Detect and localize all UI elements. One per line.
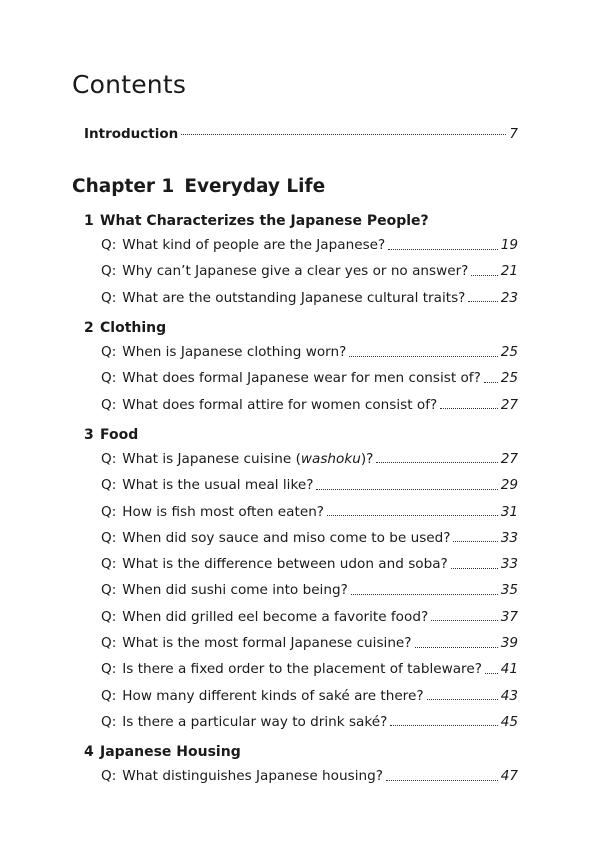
toc-sections: [84, 210, 518, 789]
question-text: What is Japanese cuisine (washoku)?: [122, 450, 374, 467]
dot-leader: [388, 249, 497, 250]
section-heading[interactable]: [84, 424, 518, 446]
question-page-number: 19: [500, 237, 518, 254]
toc-section: [84, 210, 518, 311]
question-text: How is fish most often eaten?: [122, 503, 325, 520]
question-prefix: Q:: [101, 713, 117, 730]
question-prefix: Q:: [101, 477, 117, 494]
question-text: Is there a particular way to drink saké?: [122, 713, 388, 730]
question-prefix: Q:: [101, 529, 117, 546]
toc-section: [84, 424, 518, 735]
toc-entry-question[interactable]: [84, 525, 518, 551]
toc-entry-question[interactable]: [84, 472, 518, 498]
question-prefix: Q:: [101, 635, 117, 651]
dot-leader: [415, 647, 498, 648]
question-prefix: Q:: [101, 687, 117, 704]
question-prefix: Q:: [101, 237, 117, 254]
dot-leader: [349, 356, 497, 357]
chapter-title: Everyday Life: [184, 176, 326, 197]
question-text: When did soy sauce and miso come to be used?: [122, 529, 451, 546]
question-page-number: 25: [500, 344, 518, 361]
dot-leader: [468, 301, 497, 302]
dot-leader: [386, 780, 498, 781]
question-text: What are the outstanding Japanese cultural traits?: [122, 289, 466, 306]
toc-entry-question[interactable]: [84, 577, 518, 603]
question-prefix: Q:: [101, 289, 117, 306]
question-page-number: 41: [500, 661, 518, 678]
toc-entry-question[interactable]: [84, 232, 518, 258]
dot-leader: [376, 462, 497, 463]
toc-entry-question[interactable]: [84, 630, 518, 656]
section-title: What Characterizes the Japanese People?: [100, 213, 429, 229]
question-text: When did grilled eel become a favorite food?: [122, 608, 429, 625]
question-prefix: Q:: [101, 450, 117, 467]
dot-leader: [316, 489, 497, 490]
question-page-number: 27: [500, 450, 518, 467]
question-text: What is the most formal Japanese cuisine?: [122, 635, 412, 651]
question-page-number: 23: [500, 289, 518, 306]
question-page-number: 29: [500, 477, 518, 494]
toc-entry-question[interactable]: [84, 551, 518, 577]
toc-section: [84, 741, 518, 789]
question-page-number: 45: [500, 713, 518, 730]
toc-entry-question[interactable]: [84, 446, 518, 472]
question-text: When is Japanese clothing worn?: [122, 344, 347, 361]
dot-leader: [327, 515, 498, 516]
toc-entry-question[interactable]: [84, 604, 518, 630]
dot-leader: [484, 382, 498, 383]
question-text: When did sushi come into being?: [122, 582, 348, 599]
question-page-number: 39: [500, 635, 518, 651]
toc-entry-question[interactable]: [84, 763, 518, 789]
question-page-number: 37: [500, 608, 518, 625]
toc-entry-question[interactable]: [84, 709, 518, 735]
dot-leader: [431, 620, 498, 621]
page-title: Contents: [72, 70, 187, 99]
question-text: What does formal Japanese wear for men consist of?: [122, 370, 481, 387]
section-heading[interactable]: [84, 741, 518, 763]
question-prefix: Q:: [101, 608, 117, 625]
question-text: What is the usual meal like?: [122, 477, 314, 494]
dot-leader: [440, 408, 497, 409]
toc-entry-question[interactable]: [84, 498, 518, 524]
toc-entry-question[interactable]: [84, 339, 518, 365]
chapter-number: Chapter 1: [72, 176, 175, 197]
question-prefix: Q:: [101, 582, 117, 599]
section-number: 3: [84, 426, 94, 443]
question-prefix: Q:: [101, 344, 117, 361]
dot-leader: [351, 594, 498, 595]
question-prefix: Q:: [101, 503, 117, 520]
section-title: Clothing: [100, 319, 167, 336]
question-prefix: Q:: [101, 263, 117, 280]
question-page-number: 25: [500, 370, 518, 387]
question-page-number: 27: [500, 396, 518, 413]
toc-entry-question[interactable]: [84, 656, 518, 682]
dot-leader: [453, 541, 497, 542]
question-text: What does formal attire for women consist of?: [122, 396, 438, 413]
section-number: 2: [84, 319, 94, 336]
question-page-number: 33: [500, 556, 518, 573]
question-page-number: 47: [500, 768, 518, 785]
introduction-label: Introduction: [84, 126, 179, 142]
question-prefix: Q:: [101, 396, 117, 413]
toc-entry-introduction[interactable]: [84, 126, 518, 142]
section-number: 1: [84, 213, 94, 229]
question-text: Why can’t Japanese give a clear yes or no answer?: [122, 263, 469, 280]
question-prefix: Q:: [101, 661, 117, 678]
question-prefix: Q:: [101, 556, 117, 573]
question-page-number: 43: [500, 687, 518, 704]
foreign-term: washoku: [300, 450, 361, 467]
section-title: Food: [100, 426, 139, 443]
question-page-number: 21: [500, 263, 518, 280]
dot-leader: [390, 725, 497, 726]
toc-entry-question[interactable]: [84, 682, 518, 708]
toc-section: [84, 317, 518, 418]
question-text: What kind of people are the Japanese?: [122, 237, 386, 254]
section-heading[interactable]: [84, 210, 518, 232]
question-text: What distinguishes Japanese housing?: [122, 768, 383, 785]
section-heading[interactable]: [84, 317, 518, 339]
question-text: What is the difference between udon and soba?: [122, 556, 448, 573]
question-prefix: Q:: [101, 768, 117, 785]
toc-entry-question[interactable]: [84, 258, 518, 284]
question-page-number: 31: [500, 503, 518, 520]
section-number: 4: [84, 744, 94, 761]
toc-entry-question[interactable]: [84, 365, 518, 391]
chapter-heading: [72, 176, 325, 197]
toc-entry-question[interactable]: [84, 285, 518, 311]
toc-entry-question[interactable]: [84, 391, 518, 417]
dot-leader: [485, 673, 498, 674]
dot-leader: [181, 134, 506, 135]
question-prefix: Q:: [101, 370, 117, 387]
dot-leader: [451, 568, 498, 569]
question-page-number: 33: [500, 529, 518, 546]
dot-leader: [471, 275, 497, 276]
question-text: Is there a fixed order to the placement of tableware?: [122, 661, 482, 678]
section-title: Japanese Housing: [100, 744, 241, 761]
dot-leader: [427, 699, 498, 700]
question-page-number: 35: [500, 582, 518, 599]
question-text: How many different kinds of saké are there?: [122, 687, 424, 704]
introduction-page-number: 7: [509, 126, 518, 142]
